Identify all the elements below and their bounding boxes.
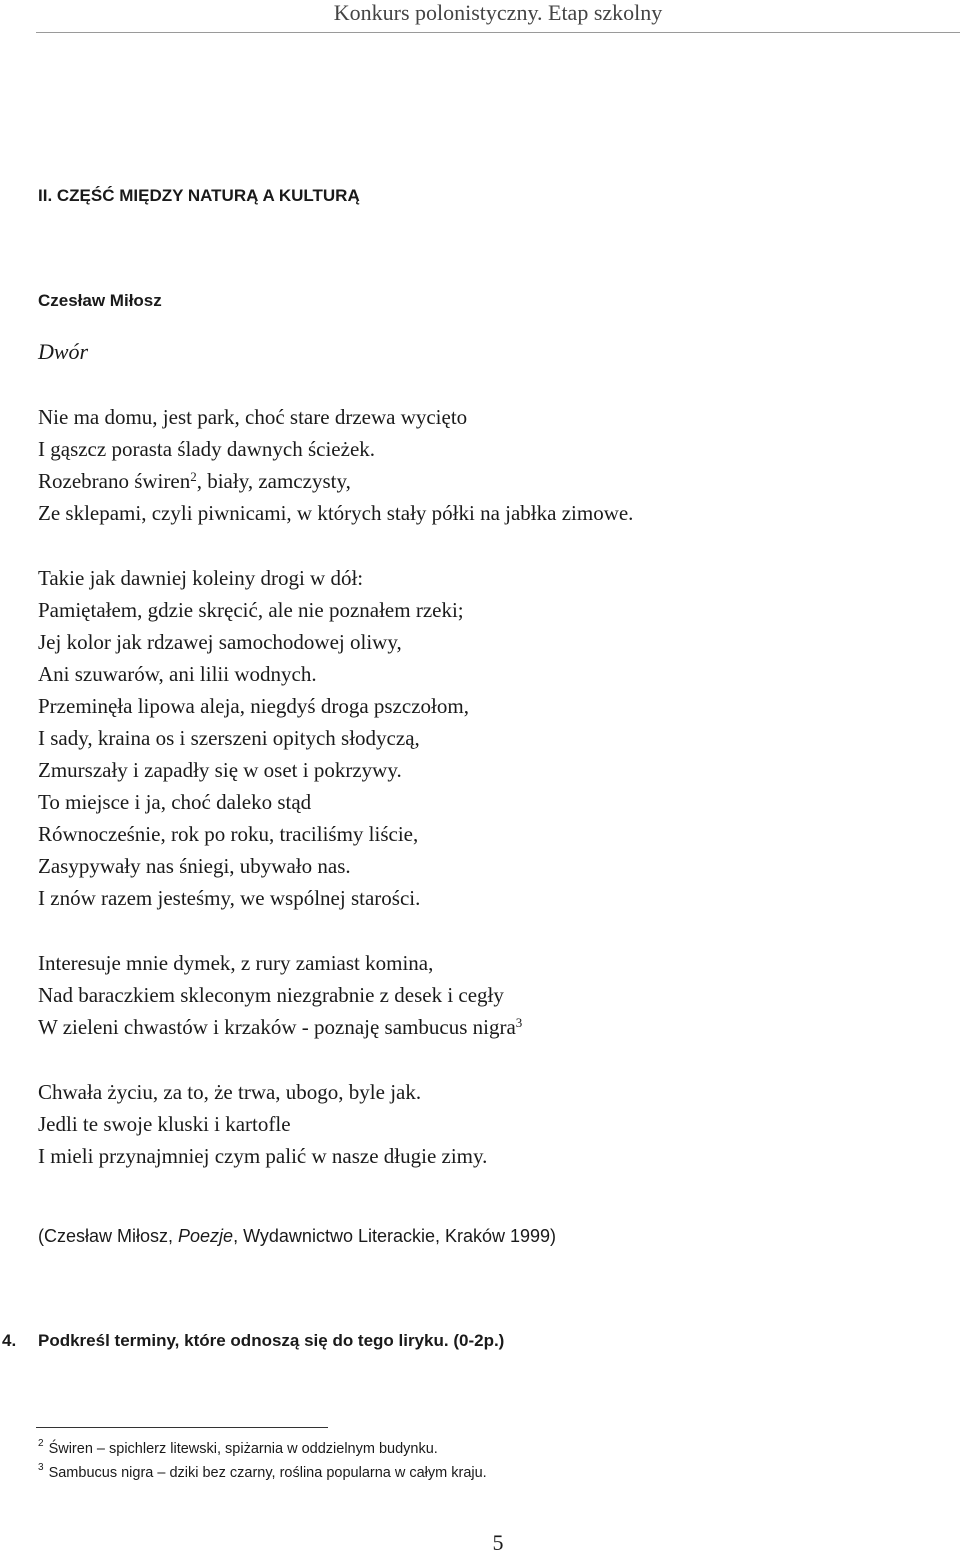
poem-line: Równocześnie, rok po roku, traciliśmy liście, <box>38 822 419 846</box>
source-text: , Wydawnictwo Literackie, Kraków 1999) <box>233 1226 557 1246</box>
footnote-text: Świren – spichlerz litewski, spiżarnia w oddzielnym budynku. <box>48 1441 438 1457</box>
poem-line <box>38 1011 522 1043</box>
poem-line: Zasypywały nas śniegi, ubywało nas. <box>38 854 351 878</box>
footnote-ref: 2 <box>190 469 197 484</box>
poem-line: Ani szuwarów, ani lilii wodnych. <box>38 662 317 686</box>
poem-line-text: Rozebrano świren <box>38 469 191 493</box>
task-text: Podkreśl terminy, które odnoszą się do tego liryku. (0-2p.) <box>38 1331 505 1350</box>
poem-title: Dwór <box>38 339 89 364</box>
poem-line-text: , biały, zamczysty, <box>196 469 351 493</box>
poem-line: Jedli te swoje kluski i kartofle <box>38 1112 291 1136</box>
poem-line: Takie jak dawniej koleiny drogi w dół: <box>38 566 364 590</box>
footnote <box>38 1438 438 1457</box>
footnote <box>38 1462 487 1481</box>
poem-line: I mieli przynajmniej czym palić w nasze długie zimy. <box>38 1144 488 1168</box>
footnote-rule <box>36 1427 328 1428</box>
poem-line: I znów razem jesteśmy, we wspólnej starości. <box>38 886 421 910</box>
page-number: 5 <box>492 1530 504 1555</box>
source-citation <box>38 1226 556 1247</box>
poem-line: To miejsce i ja, choć daleko stąd <box>38 790 312 814</box>
poem-line: Zmurszały i zapadły się w oset i pokrzywy. <box>38 758 402 782</box>
footnote-text: Sambucus nigra – dziki bez czarny, roślina popularna w całym kraju. <box>48 1465 487 1481</box>
poem-line-text: W zieleni chwastów i krzaków - poznaję sambucus nigra <box>38 1015 516 1039</box>
poem-line: Pamiętałem, gdzie skręcić, ale nie poznałem rzeki; <box>38 598 464 622</box>
poem-line: Ze sklepami, czyli piwnicami, w których stały półki na jabłka zimowe. <box>38 501 634 525</box>
poem-line: Jej kolor jak rdzawej samochodowej oliwy, <box>38 630 402 654</box>
page-header: Konkurs polonistyczny. Etap szkolny <box>333 0 663 25</box>
poem-line: Nie ma domu, jest park, choć stare drzewa wycięto <box>38 405 468 429</box>
poem-line: Nad baraczkiem skleconym niezgrabnie z desek i cegły <box>38 983 504 1007</box>
footnote-ref: 3 <box>515 1015 523 1030</box>
source-book-title: Poezje <box>178 1226 234 1246</box>
task-number: 4. <box>2 1331 17 1350</box>
source-text: (Czesław Miłosz, <box>38 1226 179 1246</box>
footnote-mark: 2 <box>38 1438 44 1449</box>
header-rule <box>36 32 960 33</box>
poem-author: Czesław Miłosz <box>38 291 162 310</box>
poem-line: I gąszcz porasta ślady dawnych ścieżek. <box>38 437 376 461</box>
poem-line: Przeminęła lipowa aleja, niegdyś droga pszczołom, <box>38 694 469 718</box>
footnote-mark: 3 <box>38 1462 44 1473</box>
section-heading: II. CZĘŚĆ MIĘDZY NATURĄ A KULTURĄ <box>38 186 360 205</box>
poem-line: Interesuje mnie dymek, z rury zamiast komina, <box>38 951 434 975</box>
poem-line: I sady, kraina os i szerszeni opitych słodyczą, <box>38 726 420 750</box>
poem-line <box>38 465 351 497</box>
poem-line: Chwała życiu, za to, że trwa, ubogo, byle jak. <box>38 1080 422 1104</box>
